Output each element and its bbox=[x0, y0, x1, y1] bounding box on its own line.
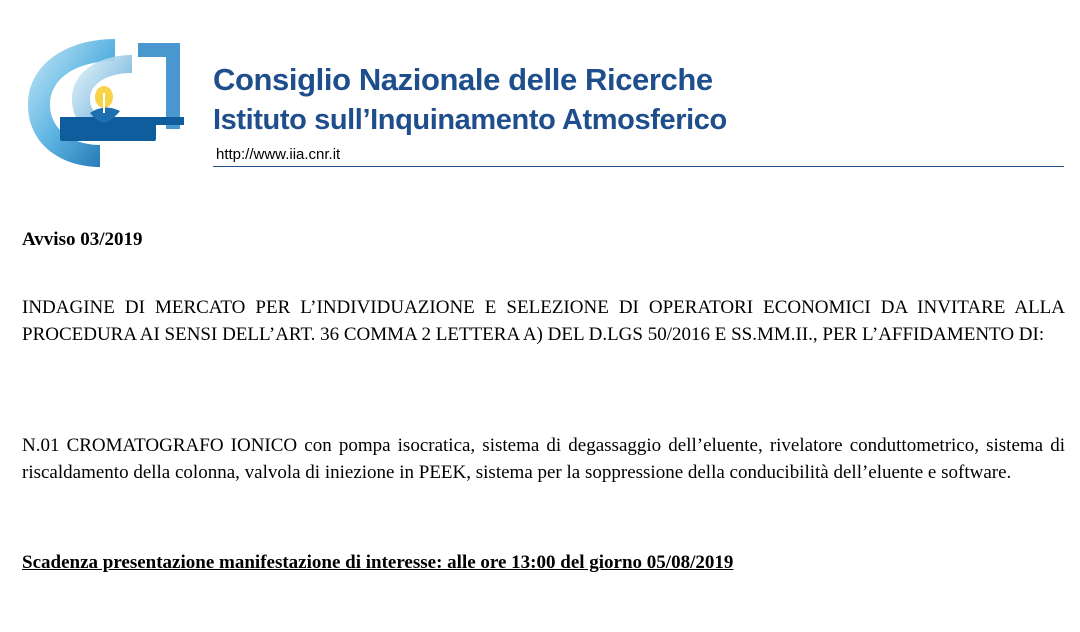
item-description: N.01 CROMATOGRAFO IONICO con pompa isocratica, sistema di degassaggio dell’eluente, rivelatore conduttometrico, sistema di riscaldamento della colonna, valvola di iniezione in PEEK, sistema per la soppressione della conducibilità dell’eluente e software. bbox=[22, 435, 1065, 483]
notice-subject: INDAGINE DI MERCATO PER L’INDIVIDUAZIONE E SELEZIONE DI OPERATORI ECONOMICI DA INVITARE ALLA PROCEDURA AI SENSI DELL’ART. 36 COMMA 2 LETTERA A) DEL D.LGS 50/2016 E SS.MM.II., PER L’AFFIDAMENTO DI: bbox=[22, 297, 1065, 345]
website-link[interactable]: http://www.iia.cnr.it bbox=[216, 146, 341, 163]
deadline-text: Scadenza presentazione manifestazione di interesse: alle ore 13:00 del giorno 05/08/2019 bbox=[22, 552, 734, 573]
cnr-iia-logo bbox=[20, 33, 188, 173]
logo-label: CNR-IIA bbox=[102, 155, 154, 170]
institute-name: Istituto sull’Inquinamento Atmosferico bbox=[213, 104, 727, 136]
cnr-logo-graphic bbox=[20, 33, 188, 173]
organization-name: Consiglio Nazionale delle Ricerche bbox=[213, 62, 713, 97]
header-divider bbox=[213, 166, 1064, 167]
notice-number: Avviso 03/2019 bbox=[22, 229, 143, 250]
